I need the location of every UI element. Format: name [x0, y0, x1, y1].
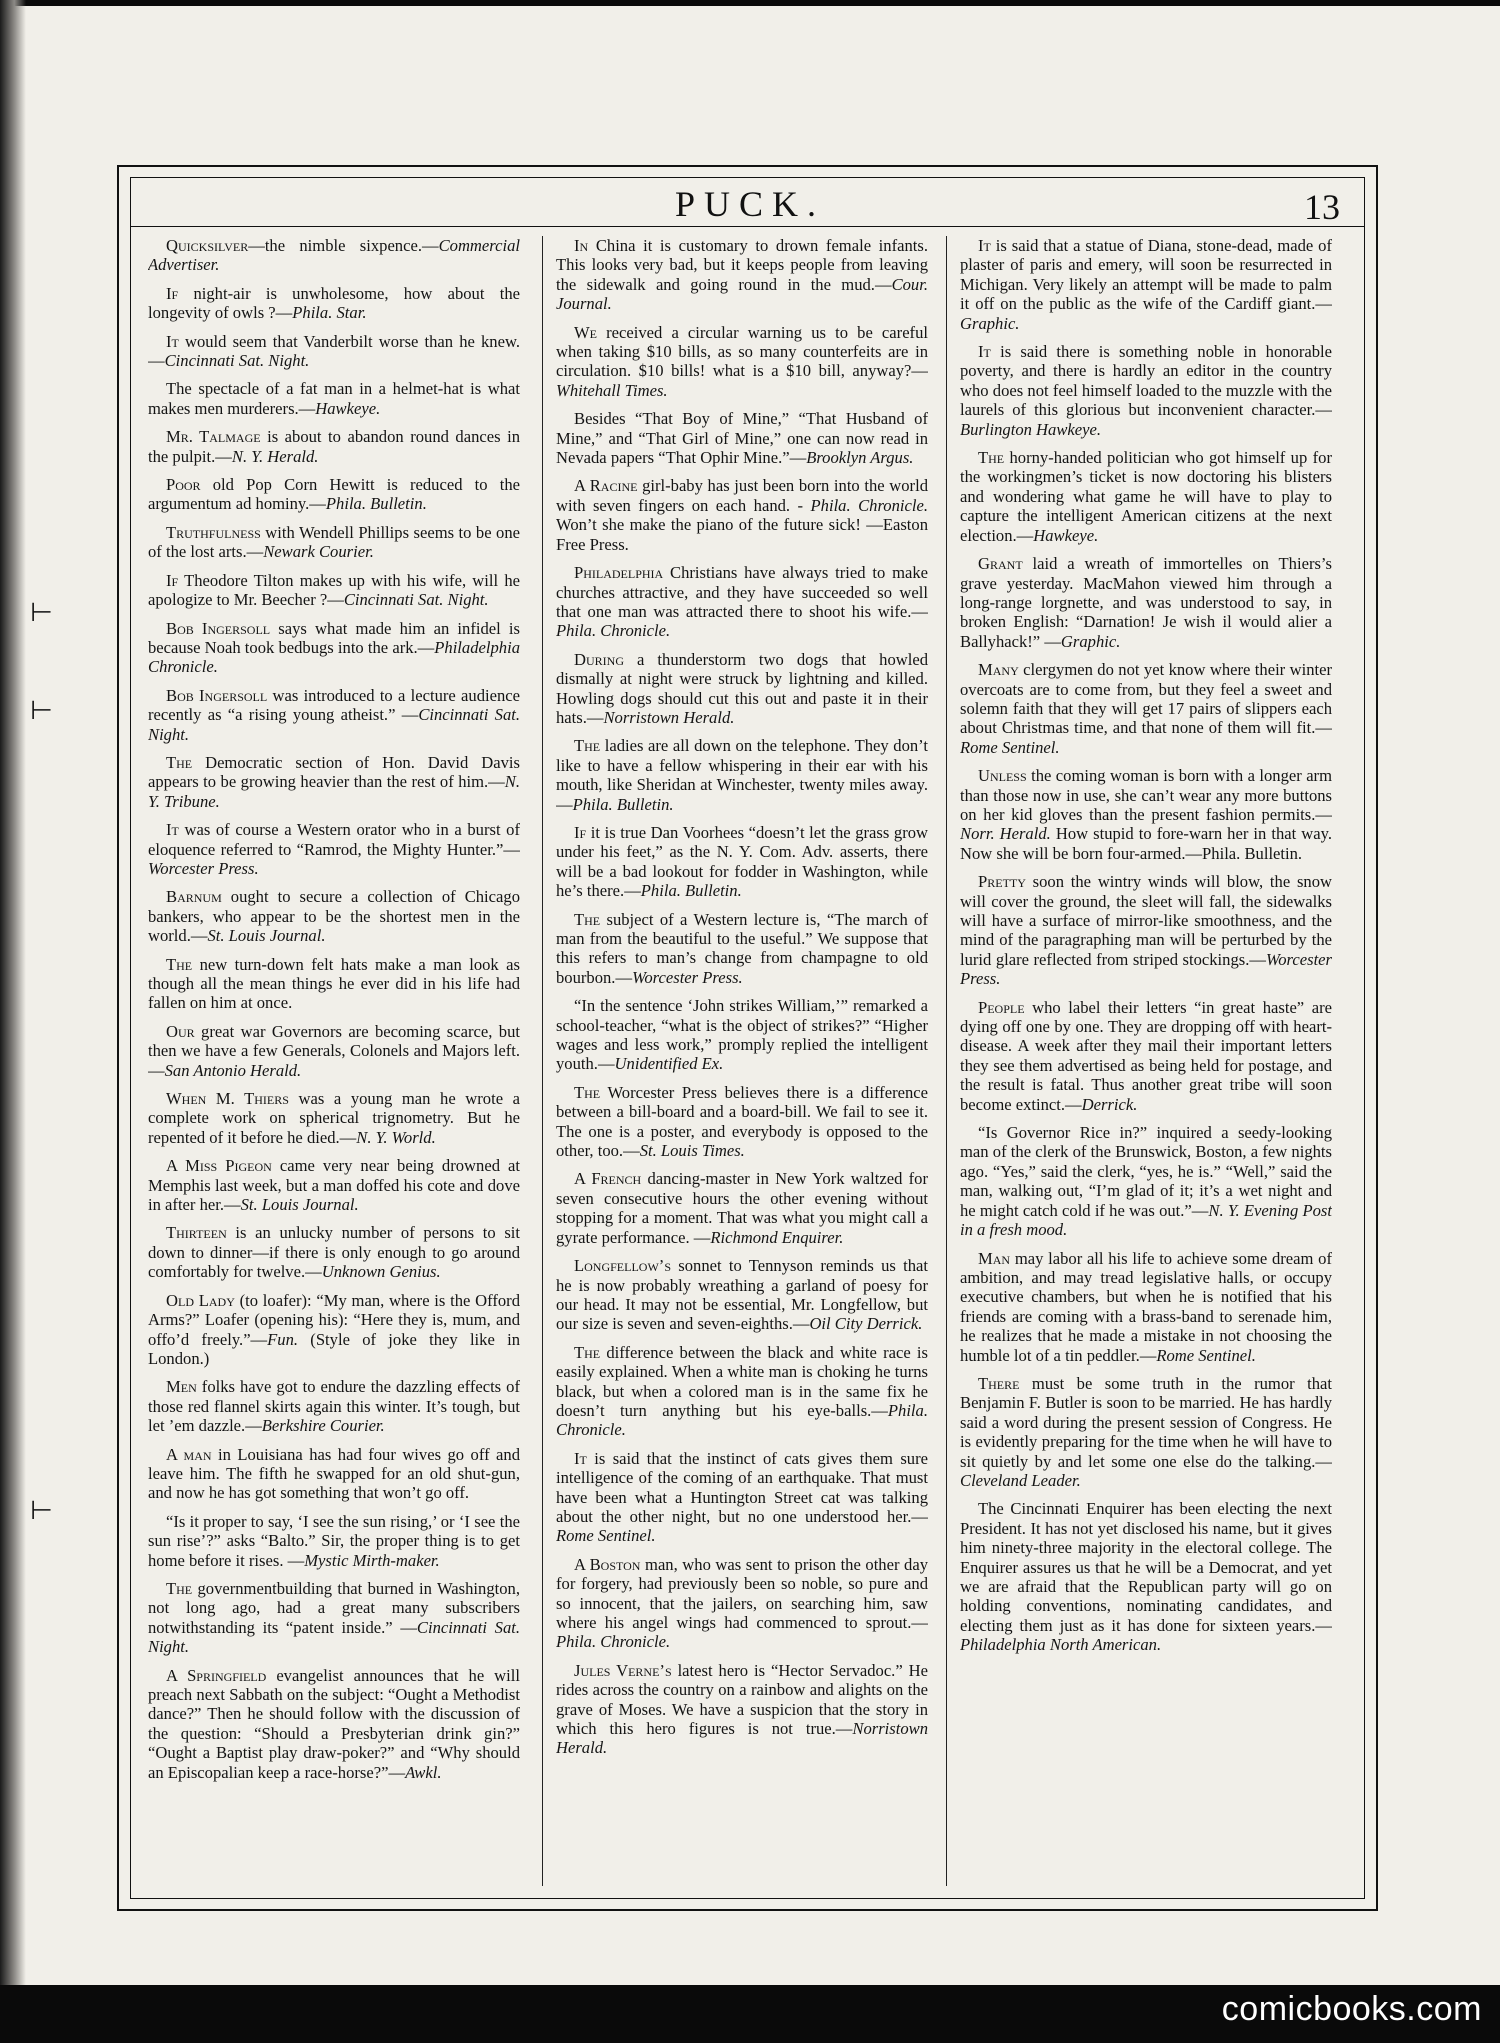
- paragraph: [148, 1291, 520, 1369]
- paragraph: [148, 236, 520, 275]
- paragraph-body: ought to secure a collection of Chicago bankers, who appear to be the shortest men in the world.—: [148, 887, 520, 946]
- paragraph-body: a thunderstorm two dogs that howled dismally at night were struck by lightning and killed. Howling dogs should cut this out and paste it in their hats.—: [556, 649, 928, 727]
- paragraph: [148, 1512, 520, 1570]
- paragraph-body: The Cincinnati Enquirer has been electing the next President. It has not yet disclosed his name, but it gives him ninety-three majority in the electoral college. The Enquirer assures us that he will be a Democrat, and yet we are afraid that the Republican party will go on holding conventions, nominating candidates, and electing them just as it has done for sixteen years.—: [960, 1499, 1332, 1635]
- paragraph-lead: It: [574, 1448, 587, 1468]
- paragraph-tail: (Style of joke they like in London.): [148, 1329, 520, 1368]
- paragraph-source: St. Louis Journal.: [207, 926, 326, 946]
- paragraph-body: was introduced to a lecture audience recently as “a rising young atheist.” —: [148, 685, 520, 725]
- paragraph-source: Phila. Chronicle.: [556, 1400, 928, 1440]
- paragraph-body: —the nimble sixpence.—: [248, 236, 439, 255]
- paragraph-body: soon the wintry winds will blow, the snow will cover the ground, the sleet will fall, the sidewalks will have a surface of mirror-like smoothness, and the mind of the paragraphing man will be perturbed by the lurid glare reflected from striped stockings.—: [960, 872, 1332, 969]
- paragraph-lead: Bob Ingersoll: [166, 618, 271, 638]
- paragraph-body: China it is customary to drown female infants. This looks very bad, but it keeps people from leaving the sidewalk and going round in the mud.—: [556, 236, 928, 294]
- paragraph-body: is said that the instinct of cats gives them sure intelligence of the coming of an earthquake. That must have been what a Huntington Street cat was talking about the other night, but no one understood her.—: [556, 1448, 928, 1526]
- paragraph-lead: Truthfulness: [166, 522, 261, 542]
- paragraph-source: Oil City Derrick.: [809, 1314, 923, 1334]
- paragraph-lead: Old Lady: [166, 1290, 235, 1310]
- paragraph-body: “Is Governor Rice in?” inquired a seedy-looking man of the clerk of the Brunswick, Boston, a few nights ago. “Yes,” said the clerk, “yes, he is.” “Well,” said the man, walking out, “I’m glad of it; it’s a wet night and he might catch cold if he was out.”—: [960, 1123, 1332, 1220]
- paragraph-lead: The: [574, 1342, 601, 1362]
- paragraph: [148, 820, 520, 878]
- paragraph-source: Mystic Mirth-maker.: [304, 1550, 440, 1570]
- paragraph-source: Fun.: [267, 1329, 299, 1349]
- paragraph-body: horny-handed politician who got himself up for the workingmen’s ticket is now doctoring his blisters and wondering what game he will have to play to capture the intelligent American citizens at the next election.—: [960, 448, 1332, 545]
- paragraph-body: Democratic section of Hon. David Davis appears to be growing heavier than the rest of him.—: [148, 752, 520, 792]
- paragraph-lead: The: [166, 1578, 193, 1598]
- paragraph: [556, 476, 928, 554]
- paragraph: [556, 323, 928, 401]
- paragraph: [556, 1661, 928, 1758]
- paragraph-source: Commercial Advertiser.: [148, 236, 520, 275]
- paragraph-body: says what made him an infidel is because Noah took bedbugs into the ark.—: [148, 618, 520, 657]
- paragraph-source: Hawkeye.: [315, 398, 381, 418]
- paragraph-lead: Men: [166, 1377, 197, 1397]
- paragraph-body: The spectacle of a fat man in a helmet-hat is what makes men murderers.—: [148, 379, 520, 418]
- paragraph-body: must be some truth in the rumor that Benjamin F. Butler is soon to be married. He has hardly said a word during the present session of Congress. He is evidently preparing for the time when he will have to sit quietly by and let some one else do the talking.—: [960, 1373, 1332, 1471]
- paragraph: [148, 1579, 520, 1657]
- paragraph: [556, 409, 928, 467]
- paragraph-source: Cincinnati Sat. Night.: [343, 590, 489, 610]
- paragraph-lead: The: [166, 954, 193, 974]
- paragraph-source: Graphic.: [1060, 631, 1121, 651]
- paragraph: [148, 284, 520, 323]
- paragraph-body: is said there is something noble in honorable poverty, and there is hardly an editor in the country who does not feel himself loaded to the muzzle with the laurels of this glorious but inconvenient character.—: [960, 342, 1332, 420]
- paragraph-body: Worcester Press believes there is a difference between a bill-board and a board-bill. We fail to see it. The one is a poster, and everybody is opposed to the other, too.—: [556, 1082, 928, 1161]
- paragraph: [148, 1223, 520, 1281]
- paragraph-body: clergymen do not yet know where their winter overcoats are to come from, but they feel a sweet and solemn faith that they will get 17 pairs of slippers each about Christmas time, and that none of them will fit.—: [960, 660, 1332, 738]
- paragraph-lead: The: [574, 736, 601, 756]
- paragraph-lead: The: [166, 752, 193, 772]
- paragraph-source: Awkl.: [405, 1762, 442, 1782]
- paragraph-body: old Pop Corn Hewitt is reduced to the argumentum ad hominy.—: [148, 475, 520, 514]
- binding-stitch-mark: ⊢: [30, 1496, 53, 1526]
- paragraph-source: Richmond Enquirer.: [710, 1227, 844, 1247]
- paragraph-lead: If: [166, 283, 179, 303]
- paragraph-lead: Quicksilver: [166, 236, 249, 255]
- paragraph-body: ladies are all down on the telephone. They don’t like to have a fellow whispering in their ear with his mouth, like Sheridan at Winchester, twenty miles away.—: [556, 736, 928, 814]
- paragraph-lead: Philadelphia: [574, 563, 664, 583]
- paragraph-source: N. Y. Tribune.: [148, 772, 520, 811]
- paragraph-source: Worcester Press.: [148, 858, 259, 878]
- paragraph-lead: Man: [978, 1248, 1011, 1268]
- paragraph-source: Norr. Herald.: [960, 824, 1051, 844]
- paragraph: [148, 1666, 520, 1782]
- paragraph-source: Unidentified Ex.: [614, 1054, 724, 1074]
- paragraph-source: St. Louis Times.: [639, 1141, 745, 1161]
- column-divider: [946, 236, 947, 1886]
- column-1: [148, 236, 520, 1882]
- paragraph-source: St. Louis Journal.: [240, 1195, 359, 1215]
- paragraph: [960, 342, 1332, 439]
- paragraph-body: difference between the black and white race is easily explained. When a white man is choking he turns black, but when a colored man is in the same fix he doesn’t turn anything but his eye-balls.—: [556, 1342, 928, 1420]
- paragraph: [556, 1169, 928, 1247]
- paragraph: [960, 998, 1332, 1114]
- paragraph-body: Christians have always tried to make churches attractive, and they have succeeded so well that one man was attracted there to shoot his wife.—: [556, 563, 928, 621]
- paragraph-lead: We: [574, 322, 597, 342]
- paragraph-lead: Longfellow’s: [574, 1256, 671, 1276]
- paragraph-source: Philadelphia Chronicle.: [148, 637, 520, 677]
- paragraph-body: girl-baby has just been born into the world with seven fingers on each hand. -: [556, 476, 928, 515]
- paragraph-source: Derrick.: [1081, 1094, 1138, 1114]
- paragraph: [148, 379, 520, 418]
- paragraph: [148, 571, 520, 610]
- paragraph: [148, 686, 520, 744]
- paragraph: [148, 475, 520, 514]
- paragraph: [960, 236, 1332, 333]
- paragraph: [556, 736, 928, 814]
- paragraph: [960, 1249, 1332, 1365]
- page-number: 13: [1304, 187, 1340, 227]
- paragraph-body: received a circular warning us to be careful when taking $10 bills, as so many counterfeits are in circulation. $10 bills! what is a $10 bill, anyway?—: [556, 322, 928, 381]
- paragraph-source: N. Y. Evening Post in a fresh mood.: [960, 1200, 1332, 1240]
- paragraph-body: is said that a statue of Diana, stone-dead, made of plaster of paris and emery, will soon be resurrected in Michigan. Very likely an attempt will be made to palm it off on the public as the wife of the Cardiff giant.—: [960, 236, 1332, 314]
- paragraph-body: who label their letters “in great haste” are dying off one by one. They are dropping off with heart-disease. A week after they mail their important letters they see them advertised as being held for postage, and the result is fatal. Thus another great tribe will soon become extinct.—: [960, 997, 1332, 1114]
- paragraph-body: “In the sentence ‘John strikes William,’” remarked a school-teacher, “what is the object of strikes?” “Higher wages and less work,” promply replied the intelligent youth.—: [556, 996, 928, 1074]
- paragraph-body: Theodore Tilton makes up with his wife, will he apologize to Mr. Beecher ?—: [148, 570, 520, 610]
- paragraph-source: Phila. Bulletin.: [640, 881, 742, 901]
- paragraph-lead: During: [574, 649, 624, 669]
- paragraph-source: Cincinnati Sat. Night.: [164, 351, 310, 371]
- paragraph-body: is about to abandon round dances in the pulpit.—: [148, 427, 520, 466]
- paragraph: [148, 955, 520, 1013]
- paragraph-body: was of course a Western orator who in a burst of eloquence referred to “Ramrod, the Mighty Hunter.”—: [148, 820, 520, 859]
- paragraph-body: new turn-down felt hats make a man look as though all the mean things he ever did in his life had fallen on him at once.: [148, 954, 520, 1013]
- paragraph: [148, 1022, 520, 1080]
- paragraph-source: Brooklyn Argus.: [806, 448, 914, 468]
- paragraph-source: Berkshire Courier.: [261, 1416, 385, 1436]
- paragraph: [556, 1343, 928, 1440]
- paragraph-body: man, who was sent to prison the other day for forgery, had previously been so noble, so pure and so innocent, that the jailers, on searching him, saw where his angel wings had commenced to sprout.—: [556, 1554, 928, 1632]
- paragraph-lead: Mr. Talmage: [166, 427, 261, 447]
- paragraph-lead: Jules Verne’s: [574, 1660, 672, 1680]
- paragraph-lead: People: [978, 997, 1025, 1017]
- paragraph-lead: Unless: [978, 766, 1027, 786]
- paragraph-source: Cincinnati Sat. Night.: [148, 705, 520, 744]
- paragraph-body: is an unlucky number of persons to sit down to dinner—if there is only enough to go around comfortably for twelve.—: [148, 1223, 520, 1282]
- paragraph-lead: Bob Ingersoll: [166, 685, 268, 705]
- paragraph-tail: How stupid to fore-warn her in that way. Now she will be born four-armed.—Phila. Bulletin.: [960, 824, 1332, 863]
- paragraph: [556, 650, 928, 728]
- paragraph-body: folks have got to endure the dazzling effects of those red flannel skirts again this winter. It’s tough, but let ’em dazzle.—: [148, 1377, 520, 1436]
- paragraph-source: Rome Sentinel.: [960, 737, 1060, 757]
- paragraph-source: Cincinnati Sat. Night.: [148, 1617, 520, 1657]
- paragraph-body: latest hero is “Hector Servadoc.” He rides across the country on a rainbow and alights on the grave of Moses. We have a suspicion that the story in which this hero figures is not true.—: [556, 1660, 928, 1739]
- paragraph: [556, 1449, 928, 1546]
- paragraph: [960, 1374, 1332, 1490]
- paragraph-lead: In: [574, 236, 589, 255]
- paragraph: [148, 1156, 520, 1214]
- paragraph: [960, 554, 1332, 651]
- binding-stitch-mark: ⊢: [30, 696, 53, 726]
- paragraph: [556, 996, 928, 1074]
- paragraph: [148, 332, 520, 371]
- paragraph-body: sonnet to Tennyson reminds us that he is now probably wreathing a garland of poesy for our head. It may not be essential, Mr. Longfellow, but our size is seven and seven-eighths.—: [556, 1256, 928, 1334]
- column-divider: [542, 236, 543, 1886]
- paragraph-body: governmentbuilding that burned in Washington, not long ago, had a great many subscribers notwithstanding its “patent inside.” —: [148, 1578, 520, 1637]
- paragraph-source: Worcester Press.: [632, 967, 743, 987]
- paragraph: [148, 753, 520, 811]
- paragraph-lead: If: [166, 570, 179, 590]
- binding-gutter-shadow: [0, 0, 26, 2043]
- paragraph-source: Hawkeye.: [1033, 525, 1099, 545]
- paragraph-body: would seem that Vanderbilt worse than he knew.—: [148, 331, 520, 371]
- paragraph-body: (to loafer): “My man, where is the Offord Arms?” Loafer (opening his): “Here they is, mum, and offo’d freely.”—: [148, 1290, 520, 1349]
- paragraph: [960, 872, 1332, 988]
- paragraph: [556, 1083, 928, 1161]
- paragraph-source: N. Y. Herald.: [231, 446, 319, 466]
- paragraph: [148, 1445, 520, 1503]
- paragraph: [148, 427, 520, 466]
- paragraph-body: Besides “That Boy of Mine,” “That Husband of Mine,” and “That Girl of Mine,” one can now read in Nevada papers “That Ophir Mine.”—: [556, 409, 928, 468]
- paragraph-lead: A Miss Pigeon: [166, 1156, 272, 1176]
- paragraph: [556, 1256, 928, 1334]
- paragraph: [960, 660, 1332, 757]
- paragraph-source: Phila. Star.: [292, 303, 367, 323]
- paragraph-body: with Wendell Phillips seems to be one of the lost arts.—: [148, 522, 520, 562]
- masthead-title: PUCK.: [674, 184, 826, 224]
- paragraph-lead: Thirteen: [166, 1223, 227, 1243]
- paragraph-lead: It: [166, 331, 179, 351]
- paragraph-source: Norristown Herald.: [603, 707, 735, 727]
- paragraph: [556, 823, 928, 901]
- paragraph-body: great war Governors are becoming scarce, but then we have a few Generals, Colonels and Majors left.—: [148, 1021, 520, 1080]
- binding-stitch-mark: ⊢: [30, 598, 53, 628]
- paragraph-source: Newark Courier.: [263, 542, 374, 562]
- column-3: [960, 236, 1332, 1882]
- paragraph-source: Graphic.: [960, 313, 1020, 333]
- paragraph-lead: The: [574, 909, 601, 929]
- paragraph-source: Worcester Press.: [960, 949, 1332, 989]
- paragraph-source: Burlington Hawkeye.: [960, 419, 1102, 439]
- paragraph: [148, 619, 520, 677]
- paragraph-source: Phila. Bulletin.: [572, 794, 674, 814]
- paragraph-body: the coming woman is born with a longer arm than those now in use, she can’t wear any more buttons on her kid gloves than the present fashion permits.—: [960, 766, 1332, 824]
- paragraph: [960, 448, 1332, 545]
- paragraph-source: N. Y. World.: [356, 1127, 436, 1147]
- paragraph: [148, 523, 520, 562]
- paragraph-source: San Antonio Herald.: [164, 1060, 302, 1080]
- paragraph-body: in Louisiana has had four wives go off and leave him. The fifth he swapped for an old shut-gun, and now he has got something that won’t go off.: [148, 1444, 520, 1503]
- paragraph-lead: Our: [166, 1021, 195, 1041]
- paragraph-body: may labor all his life to achieve some dream of ambition, and may tread legislative halls, or occupy executive chambers, but when he is notified that his friends are coming with a brass-band to serenade him, he realizes that he made a mistake in not choosing the humble lot of a tin peddler.—: [960, 1248, 1332, 1365]
- paragraph: [148, 887, 520, 945]
- paragraph-body: it is true Dan Voorhees “doesn’t let the grass grow under his feet,” as the N. Y. Com. Adv. asserts, there will be a bad lookout for fodder in Washington, while he’s there.—: [556, 822, 928, 901]
- paragraph-body: night-air is unwholesome, how about the longevity of owls ?—: [148, 283, 520, 323]
- paragraph: [148, 1089, 520, 1147]
- paragraph-lead: It: [166, 820, 179, 840]
- paragraph-lead: The: [978, 448, 1005, 468]
- paragraph: [960, 766, 1332, 863]
- paragraph-lead: Barnum: [166, 887, 222, 907]
- paragraph-source: Phila. Chronicle.: [810, 495, 928, 515]
- paragraph-body: was a young man he wrote a complete work on spherical trignometry. But he repented of it before he died.—: [148, 1089, 520, 1147]
- paragraph-lead: A Racine: [574, 476, 638, 496]
- paragraph-lead: Poor: [166, 475, 201, 495]
- paragraph-source: Unknown Genius.: [321, 1262, 441, 1282]
- column-2: [556, 236, 928, 1882]
- paragraph-source: Cour. Journal.: [556, 274, 928, 314]
- paragraph: [148, 1377, 520, 1435]
- paragraph-body: laid a wreath of immortelles on Thiers’s grave yesterday. MacMahon viewed him through a long-range lorgnette, and was understood to say, in broken English: “Darnation! Je wish il would alier a Ballyhack!” —: [960, 554, 1332, 651]
- header-rule: [130, 226, 1365, 227]
- paragraph-body: dancing-master in New York waltzed for seven consecutive hours the other evening without stopping for a moment. That was what you might call a gyrate performance. —: [556, 1169, 928, 1247]
- paragraph-lead: It: [978, 342, 991, 362]
- paragraph-lead: The: [574, 1082, 601, 1102]
- paragraph-lead: A Boston: [574, 1554, 641, 1574]
- paragraph-lead: Grant: [978, 554, 1023, 574]
- paragraph: [960, 1123, 1332, 1239]
- paragraph-tail: Won’t she make the piano of the future sick! —Easton Free Press.: [556, 515, 928, 554]
- paragraph-body: came very near being drowned at Memphis last week, but a man doffed his cote and dove in after her.—: [148, 1156, 520, 1215]
- paragraph-source: Rome Sentinel.: [556, 1526, 656, 1546]
- paragraph: [556, 1555, 928, 1652]
- paragraph: [556, 563, 928, 641]
- paragraph-source: Norristown Herald.: [556, 1719, 928, 1758]
- paragraph-source: Cleveland Leader.: [960, 1470, 1081, 1490]
- paragraph-body: “Is it proper to say, ‘I see the sun rising,’ or ‘I see the sun rise’?” asks “Balto.” Sir, the proper thing is to get home before it rises. —: [148, 1511, 520, 1570]
- paragraph-lead: It: [978, 236, 991, 255]
- paragraph-lead: A man: [166, 1444, 212, 1464]
- paragraph-lead: There: [978, 1373, 1020, 1393]
- paragraph-source: Rome Sentinel.: [1156, 1345, 1256, 1365]
- paragraph-body: evangelist announces that he will preach next Sabbath on the subject: “Ought a Methodist dance?” Then he should follow with the discussion of the question: “Should a Presbyterian drink gin?” “Ought a Baptist play draw-poker?” and “Why should an Episcopalian keep a race-horse?”—: [148, 1665, 520, 1782]
- paragraph-source: Phila. Chronicle.: [556, 621, 671, 641]
- paragraph: [960, 1499, 1332, 1654]
- paragraph-lead: A Springfield: [166, 1665, 267, 1685]
- paragraph-lead: Many: [978, 660, 1019, 680]
- paragraph-lead: A French: [574, 1169, 642, 1189]
- scan-top-edge: [0, 0, 1500, 6]
- paragraph-lead: If: [574, 822, 587, 842]
- paragraph-source: Phila. Bulletin.: [325, 494, 427, 514]
- paragraph-source: Whitehall Times.: [556, 380, 668, 400]
- paragraph-source: Phila. Chronicle.: [556, 1632, 671, 1652]
- paragraph: [556, 236, 928, 314]
- paragraph-source: Philadelphia North American.: [960, 1635, 1162, 1655]
- paragraph: [556, 910, 928, 988]
- paragraph-lead: When M. Thiers: [166, 1089, 289, 1109]
- paragraph-lead: Pretty: [978, 872, 1026, 892]
- site-watermark: comicbooks.com: [1221, 1990, 1482, 2028]
- paragraph-body: subject of a Western lecture is, “The march of man from the beautiful to the useful.” We suppose that this refers to man’s change from champagne to old bourbon.—: [556, 909, 928, 987]
